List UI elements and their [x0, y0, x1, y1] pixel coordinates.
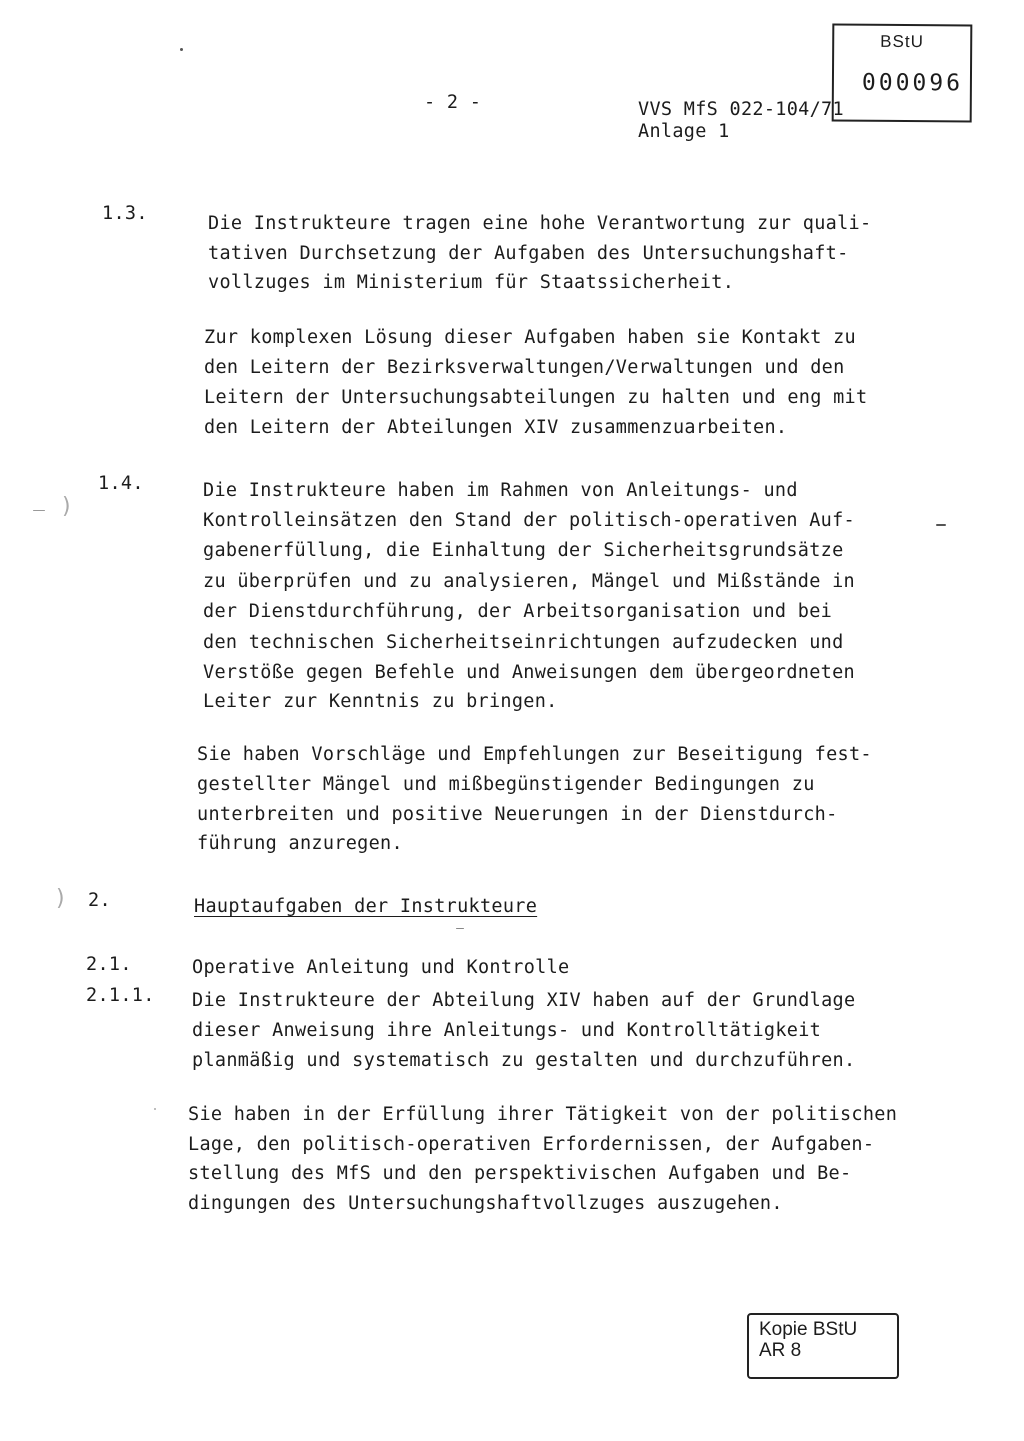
text-line: stellung des MfS und den perspektivischen Aufgaben und Be- [188, 1163, 852, 1184]
text-line: Die Instrukteure haben im Rahmen von Anleitungs- und [203, 480, 798, 501]
text-line: zu überprüfen und zu analysieren, Mängel und Mißstände in [203, 571, 855, 592]
scan-speck [154, 1108, 156, 1110]
document-reference: VVS MfS 022-104/71 [638, 99, 844, 120]
binding-hole-mark: ) [56, 886, 65, 911]
section-number: 2.1.1. [86, 985, 155, 1006]
section-heading: Operative Anleitung und Kontrolle [192, 957, 570, 978]
page-number: - 2 - [424, 92, 482, 113]
text-line: gabenerfüllung, die Einhaltung der Sicherheitsgrundsätze [203, 540, 844, 561]
text-line: Verstöße gegen Befehle und Anweisungen dem übergeordneten [203, 662, 855, 683]
text-line: Lage, den politisch-operativen Erfordernissen, der Aufgaben- [188, 1134, 875, 1155]
text-line: der Dienstdurchführung, der Arbeitsorganisation und bei [203, 601, 833, 622]
text-line: den Leitern der Bezirksverwaltungen/Verwaltungen und den [204, 357, 845, 378]
binding-hole-mark: ) [62, 494, 71, 519]
text-line: Leitern der Untersuchungsabteilungen zu halten und eng mit [204, 387, 868, 408]
scan-speck [180, 48, 183, 51]
text-line: den technischen Sicherheitseinrichtungen aufzudecken und [203, 632, 844, 653]
section-number: 2. [88, 890, 111, 911]
text-line: tativen Durchsetzung der Aufgaben des Untersuchungshaft- [208, 243, 849, 264]
copy-stamp-line2: AR 8 [759, 1340, 802, 1361]
text-line: dingungen des Untersuchungshaftvollzuges auszugehen. [188, 1193, 783, 1214]
text-line: Sie haben Vorschläge und Empfehlungen zur Beseitigung fest- [197, 744, 872, 765]
text-line: unterbreiten und positive Neuerungen in der Dienstdurch- [197, 804, 838, 825]
text-line: gestellter Mängel und mißbegünstigender Bedingungen zu [197, 774, 815, 795]
text-line: vollzuges im Ministerium für Staatssicherheit. [208, 272, 735, 293]
section-heading: Hauptaufgaben der Instrukteure [194, 896, 538, 917]
archive-stamp [832, 24, 973, 123]
text-line: Kontrolleinsätzen den Stand der politisch-operativen Auf- [203, 510, 855, 531]
scan-speck [33, 510, 45, 511]
attachment-label: Anlage 1 [638, 121, 730, 142]
archive-stamp-number: 000096 [861, 69, 964, 97]
section-number: 1.4. [98, 473, 144, 494]
text-line: Die Instrukteure der Abteilung XIV haben auf der Grundlage [192, 990, 856, 1011]
copy-stamp-line1: Kopie BStU [759, 1319, 858, 1340]
text-line: planmäßig und systematisch zu gestalten und durchzuführen. [192, 1050, 856, 1071]
copy-stamp [747, 1313, 899, 1379]
scan-speck [456, 928, 464, 929]
section-number: 2.1. [86, 954, 132, 975]
scan-speck [936, 524, 946, 526]
text-line: Sie haben in der Erfüllung ihrer Tätigkeit von der politischen [188, 1104, 898, 1125]
text-line: Leiter zur Kenntnis zu bringen. [203, 691, 558, 712]
archive-stamp-label: BStU [880, 31, 924, 52]
text-line: den Leitern der Abteilungen XIV zusammenzuarbeiten. [204, 417, 788, 438]
section-number: 1.3. [102, 203, 148, 224]
text-line: dieser Anweisung ihre Anleitungs- und Kontrolltätigkeit [192, 1020, 822, 1041]
text-line: Die Instrukteure tragen eine hohe Verantwortung zur quali- [208, 213, 872, 234]
text-line: Zur komplexen Lösung dieser Aufgaben haben sie Kontakt zu [204, 327, 856, 348]
text-line: führung anzuregen. [197, 833, 403, 854]
